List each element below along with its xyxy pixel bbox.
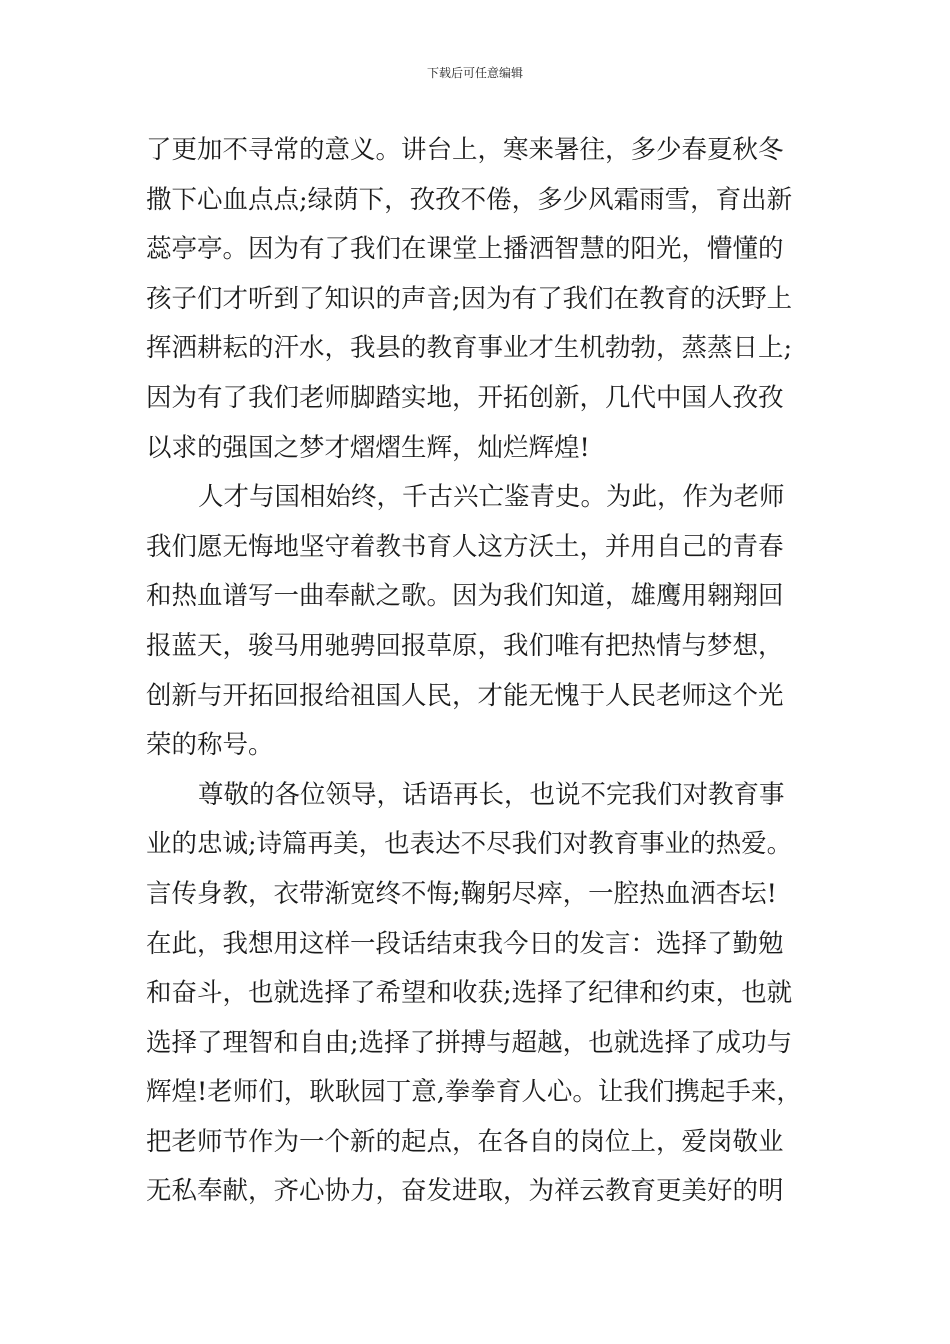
text-line: 创新与开拓回报给祖国人民，才能无愧于人民老师这个光 xyxy=(146,680,784,711)
text-line: 蕊亭亭。因为有了我们在课堂上播洒智慧的阳光，懵懂的 xyxy=(146,234,784,265)
text-line: 挥洒耕耘的汗水，我县的教育事业才生机勃勃，蒸蒸日上; xyxy=(146,333,793,364)
text-line: 在此，我想用这样一段话结束我今日的发言：选择了勤勉 xyxy=(146,928,784,959)
text-line: 报蓝天，骏马用驰骋回报草原，我们唯有把热情与梦想， xyxy=(146,630,784,661)
text-line: 和奋斗，也就选择了希望和收获;选择了纪律和约束，也就 xyxy=(146,978,793,1009)
text-line: 选择了理智和自由;选择了拼搏与超越，也就选择了成功与 xyxy=(146,1027,793,1058)
paragraph-first-line: 尊敬的各位领导，话语再长，也说不完我们对教育事 xyxy=(198,779,785,810)
text-line: 孩子们才听到了知识的声音;因为有了我们在教育的沃野上 xyxy=(146,283,793,314)
text-line: 荣的称号。 xyxy=(146,730,274,761)
text-line: 因为有了我们老师脚踏实地，开拓创新，几代中国人孜孜 xyxy=(146,382,784,413)
text-line: 撒下心血点点;绿荫下，孜孜不倦，多少风霜雨雪，育出新 xyxy=(146,184,793,215)
document-body xyxy=(146,126,826,1217)
text-line: 以求的强国之梦才熠熠生辉，灿烂辉煌! xyxy=(146,432,590,463)
page-header: 下载后可任意编辑 xyxy=(426,66,523,80)
text-line: 业的忠诚;诗篇再美，也表达不尽我们对教育事业的热爱。 xyxy=(146,829,793,860)
text-line: 和热血谱写一曲奉献之歌。因为我们知道，雄鹰用翱翔回 xyxy=(146,581,784,612)
text-line: 无私奉献，齐心协力，奋发进取，为祥云教育更美好的明 xyxy=(146,1176,784,1207)
text-line: 我们愿无悔地坚守着教书育人这方沃土，并用自己的青春 xyxy=(146,531,784,562)
text-line: 言传身教，衣带渐宽终不悔;鞠躬尽瘁，一腔热血洒杏坛! xyxy=(146,878,777,909)
text-line: 辉煌!老师们，耿耿园丁意,拳拳育人心。让我们携起手来， xyxy=(146,1077,802,1108)
text-line: 了更加不寻常的意义。讲台上，寒来暑往，多少春夏秋冬 xyxy=(146,135,784,165)
paragraph-first-line: 人才与国相始终，千古兴亡鉴青史。为此，作为老师 xyxy=(198,482,785,513)
text-line: 把老师节作为一个新的起点，在各自的岗位上，爱岗敬业 xyxy=(146,1126,784,1157)
